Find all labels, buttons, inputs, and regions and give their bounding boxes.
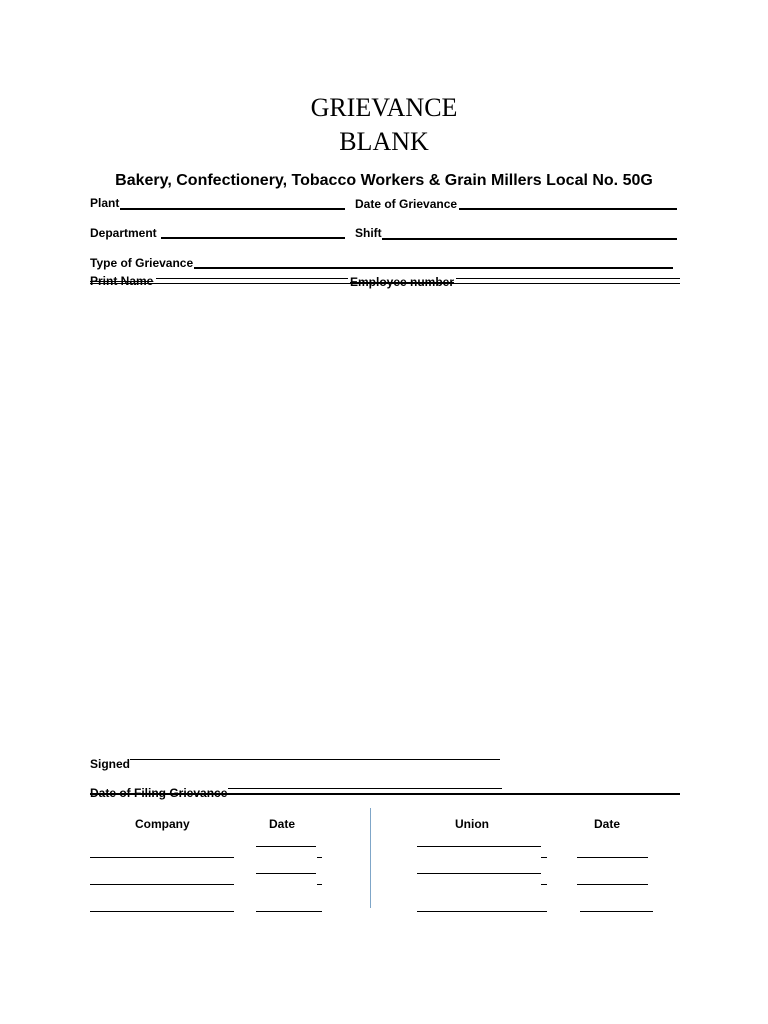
union-header: Union — [455, 817, 489, 831]
company-date-line-2[interactable] — [317, 884, 322, 885]
date-of-filing-label: Date of Filing Grievance — [90, 786, 228, 800]
column-divider — [370, 808, 371, 908]
company-date-line-3[interactable] — [256, 911, 322, 912]
company-signature-line-3[interactable] — [90, 911, 234, 912]
company-signature-line-1[interactable] — [90, 857, 234, 858]
print-name-field-line-upper[interactable] — [156, 278, 348, 279]
union-signature-line-2[interactable] — [541, 884, 547, 885]
employee-number-field-line-upper[interactable] — [456, 278, 680, 279]
date-of-filing-rule — [90, 793, 680, 795]
company-date-line-1[interactable] — [317, 857, 322, 858]
print-name-employee-rule — [90, 283, 680, 284]
type-of-grievance-field-line[interactable] — [194, 267, 673, 269]
type-of-grievance-label: Type of Grievance — [90, 256, 194, 270]
union-signature-line-1[interactable] — [541, 857, 547, 858]
date-header-union: Date — [594, 817, 621, 831]
date-of-grievance-field-line[interactable] — [459, 208, 677, 210]
union-date-line-3[interactable] — [580, 911, 653, 912]
company-date-line-2-upper[interactable] — [256, 873, 316, 874]
company-header: Company — [135, 817, 190, 831]
date-header-company: Date — [269, 817, 296, 831]
company-signature-line-2[interactable] — [90, 884, 234, 885]
company-date-line-1-upper[interactable] — [256, 846, 316, 847]
plant-label: Plant — [90, 196, 120, 210]
shift-label: Shift — [355, 226, 382, 240]
union-signature-line-1-upper[interactable] — [417, 846, 541, 847]
union-date-line-1[interactable] — [577, 857, 648, 858]
union-date-line-2[interactable] — [577, 884, 648, 885]
union-subtitle: Bakery, Confectionery, Tobacco Workers & Grain Millers Local No. 50G — [115, 172, 653, 189]
employee-number-label: Employee number — [350, 275, 455, 289]
date-of-grievance-label: Date of Grievance — [355, 197, 458, 211]
department-field-line[interactable] — [161, 237, 345, 239]
union-signature-line-2-upper[interactable] — [417, 873, 541, 874]
date-of-filing-field-line[interactable] — [228, 788, 502, 789]
plant-field-line[interactable] — [120, 208, 345, 210]
department-label: Department — [90, 226, 157, 240]
signed-label: Signed — [90, 757, 131, 771]
signed-field-line[interactable] — [130, 759, 500, 760]
print-name-label: Print Name — [90, 274, 154, 288]
union-signature-line-3[interactable] — [417, 911, 547, 912]
shift-field-line[interactable] — [382, 238, 677, 240]
form-title-line2: BLANK — [339, 127, 429, 156]
form-title-line1: GRIEVANCE — [310, 93, 458, 122]
